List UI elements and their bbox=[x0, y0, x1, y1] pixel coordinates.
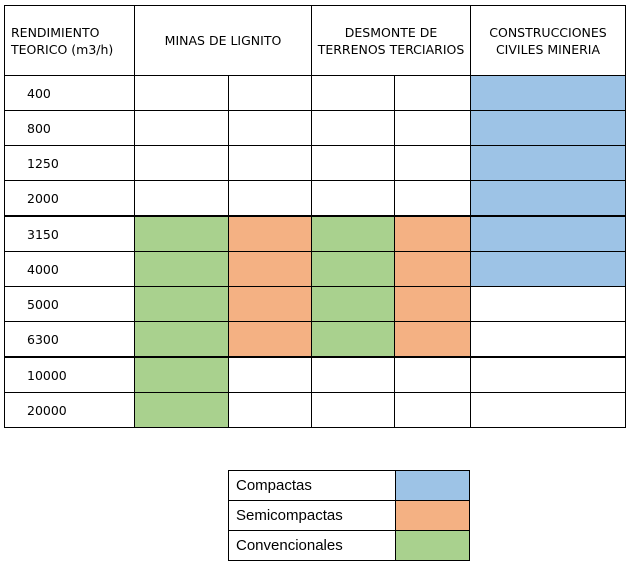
cell-convencionales bbox=[135, 357, 229, 393]
header-rendimiento-line1: RENDIMIENTO bbox=[11, 24, 100, 40]
rendimiento-value: 6300 bbox=[5, 322, 135, 358]
header-desmonte-line2: TERRENOS TERCIARIOS bbox=[317, 41, 465, 57]
cell-convencionales bbox=[312, 322, 395, 358]
cell-empty bbox=[135, 181, 229, 217]
cell-empty bbox=[471, 393, 626, 428]
cell-empty bbox=[395, 76, 471, 111]
cell-empty bbox=[312, 181, 395, 217]
cell-empty bbox=[395, 181, 471, 217]
table-header-row bbox=[5, 6, 626, 76]
cell-empty bbox=[229, 111, 312, 146]
cell-empty bbox=[395, 146, 471, 181]
cell-empty bbox=[135, 111, 229, 146]
cell-compactas bbox=[471, 181, 626, 217]
header-desmonte bbox=[312, 6, 471, 76]
rendimiento-value: 5000 bbox=[5, 287, 135, 322]
legend-body bbox=[229, 471, 470, 561]
legend-label: Convencionales bbox=[229, 531, 396, 561]
cell-empty bbox=[312, 76, 395, 111]
cell-empty bbox=[312, 357, 395, 393]
cell-empty bbox=[471, 322, 626, 358]
header-desmonte-line1: DESMONTE DE bbox=[344, 24, 438, 40]
cell-semicompactas bbox=[395, 287, 471, 322]
header-minas-lignito bbox=[135, 6, 312, 76]
legend-swatch bbox=[396, 531, 470, 561]
legend-label: Semicompactas bbox=[229, 501, 396, 531]
rendimiento-value: 10000 bbox=[5, 357, 135, 393]
legend bbox=[228, 470, 470, 561]
cell-empty bbox=[395, 111, 471, 146]
header-rendimiento bbox=[5, 6, 135, 76]
cell-empty bbox=[135, 76, 229, 111]
table-row bbox=[5, 216, 626, 252]
rendimiento-value: 800 bbox=[5, 111, 135, 146]
cell-semicompactas bbox=[395, 322, 471, 358]
cell-semicompactas bbox=[229, 322, 312, 358]
table-row bbox=[5, 76, 626, 111]
cell-convencionales bbox=[135, 393, 229, 428]
cell-empty bbox=[312, 111, 395, 146]
cell-empty bbox=[395, 357, 471, 393]
table-row bbox=[5, 287, 626, 322]
rendimiento-value: 3150 bbox=[5, 216, 135, 252]
header-construcciones bbox=[471, 6, 626, 76]
table-row bbox=[5, 146, 626, 181]
legend-row bbox=[229, 501, 470, 531]
legend-label: Compactas bbox=[229, 471, 396, 501]
header-rendimiento-line2: TEORICO (m3/h) bbox=[11, 41, 114, 57]
cell-empty bbox=[229, 393, 312, 428]
rendimiento-value: 1250 bbox=[5, 146, 135, 181]
rendimiento-value: 4000 bbox=[5, 252, 135, 287]
cell-empty bbox=[471, 287, 626, 322]
cell-convencionales bbox=[135, 287, 229, 322]
table-row bbox=[5, 393, 626, 428]
table-row bbox=[5, 357, 626, 393]
cell-convencionales bbox=[135, 322, 229, 358]
cell-empty bbox=[312, 393, 395, 428]
cell-compactas bbox=[471, 76, 626, 111]
cell-compactas bbox=[471, 216, 626, 252]
cell-semicompactas bbox=[395, 252, 471, 287]
table-row bbox=[5, 322, 626, 358]
cell-empty bbox=[229, 76, 312, 111]
cell-semicompactas bbox=[395, 216, 471, 252]
legend-swatch bbox=[396, 501, 470, 531]
legend-row bbox=[229, 531, 470, 561]
cell-convencionales bbox=[135, 252, 229, 287]
header-construcciones-line2: CIVILES MINERIA bbox=[495, 41, 601, 57]
cell-semicompactas bbox=[229, 216, 312, 252]
cell-empty bbox=[471, 357, 626, 393]
rendimiento-table bbox=[4, 5, 626, 428]
cell-convencionales bbox=[135, 216, 229, 252]
rendimiento-value: 400 bbox=[5, 76, 135, 111]
cell-convencionales bbox=[312, 252, 395, 287]
table-row bbox=[5, 181, 626, 217]
legend-swatch bbox=[396, 471, 470, 501]
cell-empty bbox=[229, 181, 312, 217]
cell-semicompactas bbox=[229, 252, 312, 287]
cell-compactas bbox=[471, 146, 626, 181]
rendimiento-value: 20000 bbox=[5, 393, 135, 428]
rendimiento-value: 2000 bbox=[5, 181, 135, 217]
header-construcciones-line1: CONSTRUCCIONES bbox=[489, 24, 607, 40]
cell-convencionales bbox=[312, 216, 395, 252]
cell-compactas bbox=[471, 252, 626, 287]
table-row bbox=[5, 252, 626, 287]
cell-empty bbox=[395, 393, 471, 428]
cell-empty bbox=[229, 357, 312, 393]
legend-row bbox=[229, 471, 470, 501]
cell-semicompactas bbox=[229, 287, 312, 322]
cell-convencionales bbox=[312, 287, 395, 322]
table-row bbox=[5, 111, 626, 146]
cell-empty bbox=[312, 146, 395, 181]
cell-empty bbox=[229, 146, 312, 181]
table-body bbox=[5, 76, 626, 428]
cell-empty bbox=[135, 146, 229, 181]
header-minas-label: MINAS DE LIGNITO bbox=[164, 33, 282, 48]
cell-compactas bbox=[471, 111, 626, 146]
